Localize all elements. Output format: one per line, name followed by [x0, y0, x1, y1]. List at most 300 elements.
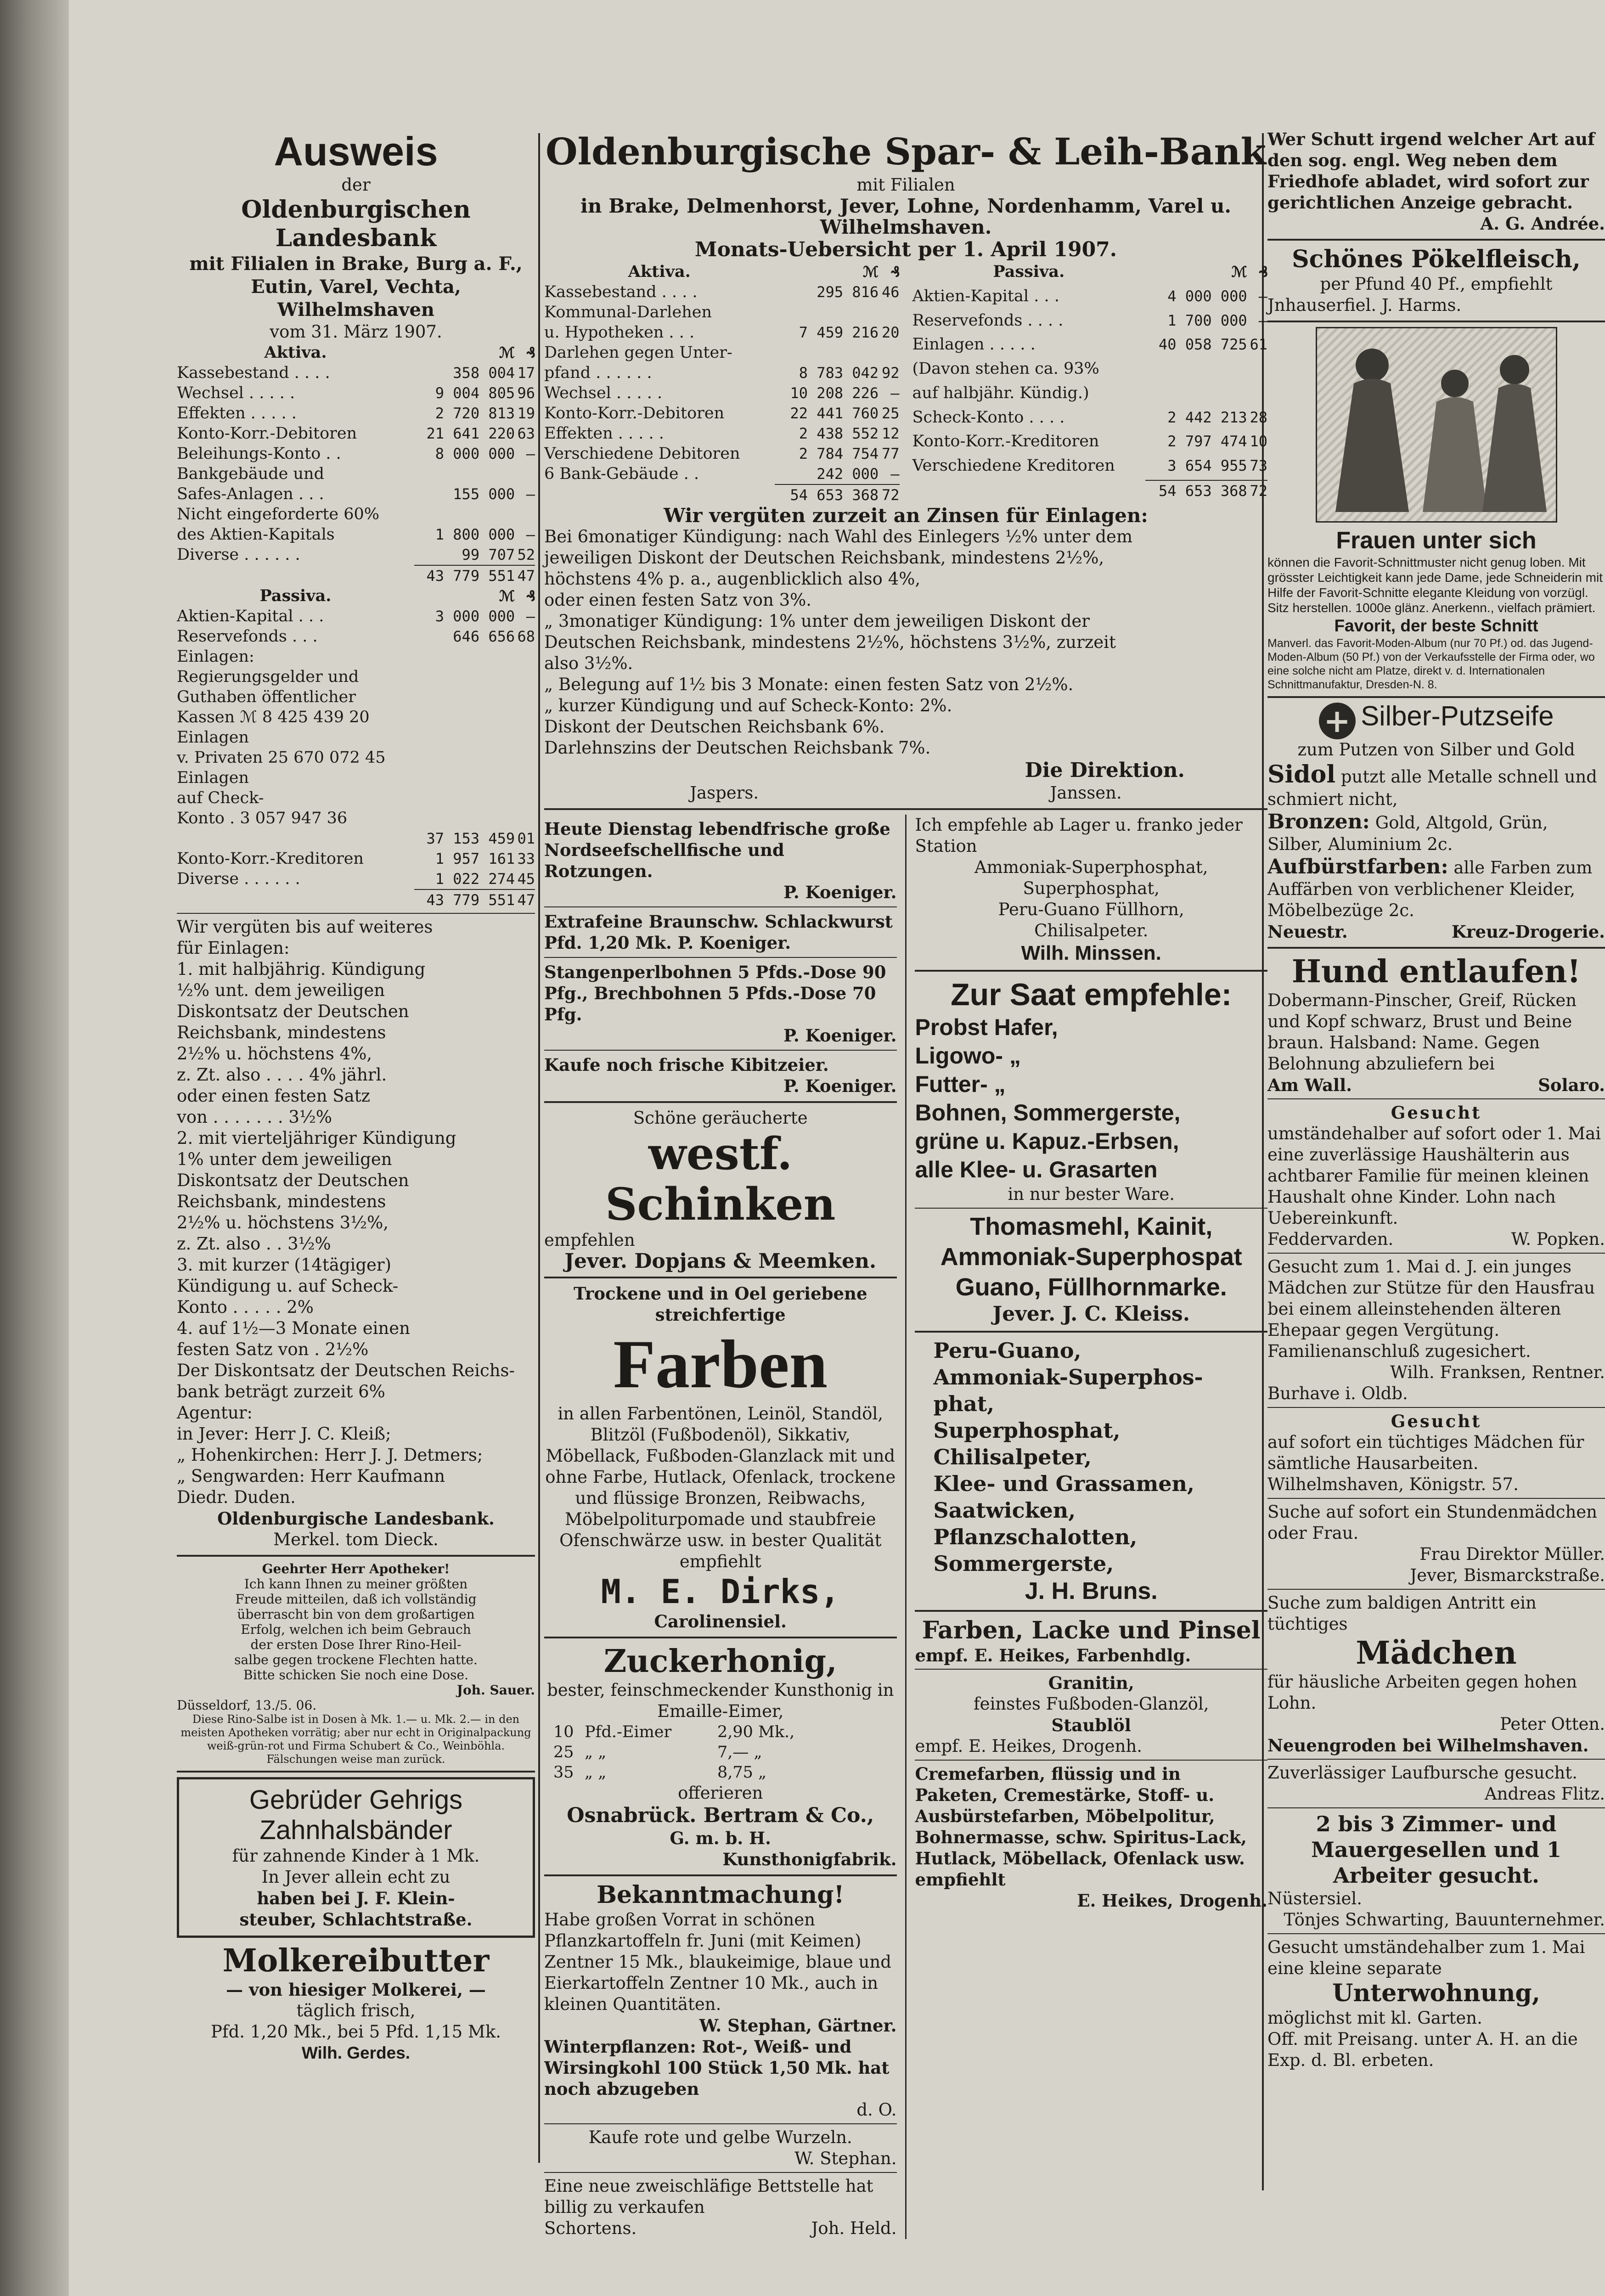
- saat-quality: in nur bester Ware.: [1008, 1184, 1175, 1204]
- hund-sign-row: [1267, 1075, 1605, 1096]
- currency-mark: ℳ: [499, 344, 515, 361]
- gesucht-3-text: auf sofort ein tüchtiges Mädchen für sämtliche Hausarbeiten.: [1267, 1432, 1584, 1473]
- column-right: [1267, 129, 1605, 2223]
- currency-pfennig: ₰: [890, 263, 900, 281]
- koeniger-ad-2: [544, 911, 897, 953]
- currency-mark: ℳ: [862, 263, 879, 281]
- landesbank-passiva-label: Einlagen:: [177, 647, 254, 666]
- granitin-title: Granitin,: [1048, 1673, 1134, 1693]
- sparbank-aktiva-mark: 295 816: [817, 283, 879, 301]
- sparbank-monthly-title: Monats-Uebersicht per 1. April 1907.: [694, 238, 1117, 261]
- landesbank-aktiva-table: [177, 343, 535, 910]
- sparbank-aktiva-pfennig: 92: [881, 364, 900, 382]
- kunstduenger-item: Ammoniak-Superphosphat,: [974, 857, 1208, 877]
- sparbank-aktiva-label: Kommunal-Darlehen: [544, 303, 712, 321]
- interest-line: Darlehnszins der Deutschen Reichsbank 7%.: [544, 738, 931, 758]
- agency-line: in Jever: Herr J. C. Kleiß;: [177, 1424, 391, 1444]
- gesucht-1-place: Feddervarden.: [1267, 1229, 1394, 1249]
- hund-sign-2: Solaro.: [1538, 1075, 1605, 1095]
- apotheker-sign: Joh. Sauer.: [456, 1683, 535, 1698]
- silber-title: Silber-Putzseife: [1361, 700, 1554, 732]
- gehrig-line-2: Zahnhalsbänder: [259, 1815, 452, 1845]
- landesbank-passiva-pfennig: 01: [517, 830, 535, 847]
- pokelfleisch-sign: Jnhauserfiel. J. Harms.: [1267, 295, 1462, 315]
- landesbank-passiva-label: Regierungsgelder und: [177, 668, 359, 686]
- koeniger-text-4: Kaufe noch frische Kibitzeier.: [544, 1055, 829, 1075]
- red-cross-icon: +: [1319, 703, 1356, 739]
- sparbank-aktiva-row: [544, 282, 900, 302]
- landesbank-branches: mit Filialen in Brake, Burg a. F., Eutin, Varel, Vechta, Wilhelmshaven: [189, 253, 523, 321]
- sparbank-aktiva-row: [544, 302, 900, 322]
- sparbank-aktiva-label: 6 Bank-Gebäude . .: [544, 465, 699, 483]
- landesbank-passiva-label: v. Privaten 25 670 072 45: [177, 748, 386, 767]
- aktiva-total-pf: 47: [515, 565, 535, 586]
- aufbuerst-label: Aufbürstfarben:: [1267, 855, 1448, 878]
- sparbank-passiva-row: [912, 359, 1268, 383]
- landesbank-aktiva-label: Diverse . . . . . .: [177, 546, 300, 564]
- sparbank-aktiva-label: pfand . . . . . .: [544, 364, 652, 382]
- sparbank-aktiva-pfennig: —: [890, 465, 900, 483]
- bettstelle-sign: Joh. Held.: [811, 2218, 897, 2238]
- interest-line: 2. mit vierteljähriger Kündigung: [177, 1128, 456, 1148]
- landesbank-passiva-label: Reservefonds . . .: [177, 627, 318, 646]
- divider: [1267, 1098, 1605, 1099]
- book-binding-edge: [0, 0, 69, 2296]
- sparbank-passiva-label: Reservefonds . . . .: [912, 311, 1064, 330]
- interest-line: „ 3monatiger Kündigung: 1% unter dem jeweiligen Diskont der: [544, 611, 1090, 631]
- landesbank-aktiva-mark: 21 641 220: [426, 425, 515, 442]
- landesbank-interest-terms: [177, 917, 535, 1402]
- favorit-text: können die Favorit-Schnittmuster nicht genug loben. Mit grösster Leichtigkeit kann jede Dame, jede Schneiderin mit Hilfe der Favorit-Schnitte elegante Kleidung von vorzügl. Sitz herstellen. 1000e glänz. Anerkenn., vielfach prämiert.: [1267, 555, 1603, 615]
- peru-item: Chilisalpeter,: [933, 1445, 1092, 1469]
- koeniger-text-3: Stangenperlbohnen 5 Pfds.-Dose 90 Pfg., Brechbohnen 5 Pfds.-Dose 70 Pfg.: [544, 962, 886, 1024]
- sparbank-passiva-label: Verschiedene Kreditoren: [912, 456, 1115, 475]
- koeniger-ad-4: [544, 1054, 897, 1097]
- landesbank-aktiva-mark: 8 000 000: [435, 445, 515, 462]
- divider: [544, 1101, 897, 1103]
- sidol-row: [1267, 760, 1605, 810]
- interest-line: höchstens 4% p. a., augenblicklich also 4%,: [544, 569, 921, 589]
- landesbank-passiva-row: [177, 667, 535, 687]
- sparbank-branches: in Brake, Delmenhorst, Jever, Lohne, Nordenhamm, Varel u. Wilhelmshaven.: [580, 195, 1231, 238]
- wurzeln-sign: W. Stephan.: [794, 2149, 897, 2168]
- saat-item: Probst Hafer,: [915, 1014, 1058, 1040]
- sparbank-aktiva-mark: 10 208 226: [790, 384, 879, 402]
- cremefarben-text: Cremefarben, flüssig und in Paketen, Cremestärke, Stoff- u. Ausbürstefarben, Möbelpolitur, Bohnermasse, schw. Spiritus-Lack, Hutlack, Möbellack, Ofenlack usw. empfiehlt: [915, 1764, 1247, 1890]
- sparbank-aktiva-mark: 22 441 760: [790, 405, 879, 422]
- sparbank-passiva-label: Konto-Korr.-Kreditoren: [912, 432, 1099, 451]
- landesbank-passiva-mark: 1 022 274: [435, 870, 515, 888]
- landesbank-passiva-pfennig: 68: [517, 628, 535, 645]
- landesbank-passiva-pfennig: [515, 707, 535, 727]
- landesbank-aktiva-pfennig: [515, 464, 535, 484]
- landesbank-passiva-mark: 646 656: [453, 628, 515, 645]
- apotheker-title: Geehrter Herr Apotheker!: [262, 1561, 450, 1576]
- interest-line: z. Zt. also . . 3½%: [177, 1234, 331, 1254]
- sparbank-passiva-row: [912, 334, 1268, 359]
- gesucht-2-text: Gesucht zum 1. Mai d. J. ein junges Mädchen zur Stütze für den Hausfrau bei einem alleinstehenden älteren Ehepaar gegen Vergütung. Familienanschluß zugesichert.: [1267, 1257, 1595, 1361]
- landesbank-passiva-row: [177, 828, 535, 849]
- staubol-text: Staublöl: [1051, 1715, 1131, 1735]
- zuckerhonig-price-row: [553, 1742, 835, 1762]
- middle-subcolumn-right: [915, 815, 1267, 2239]
- interest-line: 2½% u. höchstens 4%,: [177, 1044, 372, 1064]
- landesbank-passiva-row: [177, 768, 535, 788]
- fashion-illustration: [1316, 327, 1557, 523]
- interest-line: Bei 6monatiger Kündigung: nach Wahl des Einlegers ½% unter dem: [544, 527, 1133, 546]
- schutt-sign: A. G. Andrée.: [1480, 214, 1605, 234]
- bekanntmachung-text: Habe großen Vorrat in schönen Pflanzkartoffeln fr. Juni (mit Keimen) Zentner 15 Mk., blaukeimige, blaue und Eierkartoffeln Zentner 10 Mk., auch in kleinen Quantitäten.: [544, 1910, 891, 2014]
- currency-pfennig: ₰: [1258, 263, 1267, 281]
- interest-line: für Einlagen:: [177, 938, 290, 958]
- interest-line: also 3½%.: [544, 653, 633, 673]
- divider: [1267, 321, 1605, 322]
- unterwohnung-contact: Off. mit Preisang. unter A. H. an die Exp. d. Bl. erbeten.: [1267, 2029, 1578, 2070]
- sparbank-passiva-mark: 1 700 000: [1167, 311, 1247, 329]
- molkerei-sub: — von hiesiger Molkerei, —: [226, 1980, 486, 2000]
- landesbank-passiva-pfennig: [515, 647, 535, 667]
- landesbank-aktiva-pfennig: —: [526, 445, 535, 462]
- kunstduenger-item: Chilisalpeter.: [1034, 921, 1149, 940]
- stunden-text: Suche auf sofort ein Stundenmädchen oder Frau.: [1267, 1502, 1597, 1543]
- subcolumn-rule: [905, 815, 907, 2239]
- zuckerhonig-prices: [553, 1722, 835, 1783]
- kunstduenger-item: Peru-Guano Füllhorn,: [998, 900, 1184, 919]
- landesbank-aktiva-pfennig: [515, 504, 535, 524]
- landesbank-passiva-row: [177, 626, 535, 647]
- ausweis-title: Ausweis: [274, 129, 438, 174]
- interest-line: Kündigung u. auf Scheck-: [177, 1276, 399, 1296]
- divider: [177, 1771, 535, 1773]
- aktiva-total-mark: 43 779 551: [414, 565, 515, 586]
- landesbank-aktiva-row: [177, 403, 535, 423]
- landesbank-passiva-row: [177, 687, 535, 707]
- landesbank-passiva-label: Einlagen: [177, 769, 249, 787]
- divider: [1267, 1807, 1605, 1808]
- divider: [177, 1555, 535, 1557]
- unterwohnung-pre: Gesucht umständehalber zum 1. Mai eine kleine separate: [1267, 1937, 1585, 1978]
- landesbank-passiva-pfennig: [515, 808, 535, 828]
- sparbank-passiva-mark: 3 654 955: [1167, 457, 1247, 474]
- koeniger-text-1: Heute Dienstag lebendfrische große Nordseefschellfische und Rotzungen.: [544, 819, 890, 881]
- sparbank-signatures: [544, 782, 1267, 804]
- zimmer-sign: Tönjes Schwarting, Bauunternehmer.: [1284, 1910, 1605, 1930]
- gesucht-1-sign-row: [1267, 1229, 1605, 1250]
- suche-text: Suche zum baldigen Antritt ein tüchtiges: [1267, 1593, 1537, 1634]
- molkerei-title: Molkereibutter: [222, 1942, 490, 1979]
- divider: [915, 1610, 1267, 1612]
- interest-line: Diskontsatz der Deutschen: [177, 1002, 409, 1021]
- sparbank-aktiva-row: [544, 403, 900, 423]
- landesbank-aktiva-pfennig: 52: [517, 546, 535, 563]
- divider: [1267, 1589, 1605, 1590]
- sparbank-aktiva-mark: 2 438 552: [799, 425, 879, 442]
- landesbank-passiva-label: Einlagen: [177, 728, 249, 747]
- interest-line: „ Belegung auf 1½ bis 3 Monate: einen festen Satz von 2½%.: [544, 675, 1074, 694]
- zuckerhonig-u: „ „: [585, 1763, 607, 1782]
- peru-item: Ammoniak-Superphos-: [933, 1365, 1203, 1390]
- landesbank-aktiva-label: Bankgebäude und: [177, 465, 324, 483]
- hund-sign-1: Am Wall.: [1267, 1075, 1352, 1095]
- sparbank-passiva-row: [912, 286, 1268, 310]
- sparbank-passiva-mark: 2 442 213: [1167, 408, 1247, 426]
- interest-line: Der Diskontsatz der Deutschen Reichs-: [177, 1361, 515, 1380]
- apotheker-line: Erfolg, welchen ich beim Gebrauch: [241, 1622, 471, 1637]
- passiva-heading: Passiva.: [259, 586, 332, 605]
- sparbank-passiva-pfennig: 28: [1250, 408, 1267, 426]
- zuckerhonig-q: 35: [553, 1763, 574, 1782]
- aufbuerst-row: [1267, 855, 1605, 921]
- favorit-order-text: Manverl. das Favorit-Moden-Album (nur 70 Pf.) od. das Jugend-Moden-Album (50 Pf.) von der Verkaufsstelle der Firma oder, wo eine solche nicht am Platze, direkt v. d. Internationalen Schnittmanufaktur, Dresden-N. 8.: [1267, 637, 1595, 691]
- apotheker-letter: [177, 1576, 535, 1683]
- saat-item: alle Klee- u. Grasarten: [915, 1157, 1158, 1182]
- granitin-text: feinstes Fußboden-Glanzöl,: [973, 1694, 1209, 1714]
- gesucht-1-head: Gesucht: [1391, 1103, 1482, 1123]
- zuckerhonig-price-row: [553, 1722, 835, 1742]
- sparbank-aktiva-label: Kassebestand . . . .: [544, 283, 698, 301]
- landesbank-aktiva-mark: [414, 504, 515, 524]
- granitin-sign: empf. E. Heikes, Drogenh.: [915, 1736, 1143, 1756]
- schinken-empfehlen: empfehlen: [544, 1230, 635, 1250]
- interest-line: 2½% u. höchstens 3½%,: [177, 1213, 389, 1232]
- interest-line: festen Satz von . 2½%: [177, 1339, 369, 1359]
- interest-line: ½% unt. dem jeweiligen: [177, 980, 385, 1000]
- zuckerhonig-gmbh: G. m. b. H.: [670, 1828, 771, 1848]
- sparbank-aktiva-mark: 8 783 042: [799, 364, 879, 382]
- apotheker-line: Freude mitteilen, daß ich vollständig: [235, 1592, 477, 1607]
- divider: [177, 913, 535, 914]
- landesbank-aktiva-row: [177, 363, 535, 383]
- favorit-title: Frauen unter sich: [1336, 527, 1537, 554]
- divider: [915, 1331, 1267, 1333]
- zimmer-place: Nüstersiel.: [1267, 1889, 1362, 1908]
- kleiss-sign: Jever. J. C. Kleiss.: [992, 1302, 1190, 1326]
- gesucht-2-sign: Wilh. Franksen, Rentner.: [1390, 1362, 1605, 1382]
- landesbank-passiva-mark: [414, 748, 515, 768]
- landesbank-passiva-mark: 37 153 459: [426, 830, 515, 847]
- molkerei-line-2: Pfd. 1,20 Mk., bei 5 Pfd. 1,15 Mk.: [210, 2022, 501, 2042]
- laufbursche-sign: Andreas Flitz.: [1484, 1784, 1605, 1804]
- interest-line: jeweiligen Diskont der Deutschen Reichsbank, mindestens 2½%,: [544, 548, 1104, 568]
- interest-line: z. Zt. also . . . . 4% jährl.: [177, 1065, 387, 1085]
- lacke-sign: empf. E. Heikes, Farbenhdlg.: [915, 1645, 1191, 1666]
- landesbank-passiva-row: [177, 849, 535, 869]
- bruns-sign: J. H. Bruns.: [1025, 1578, 1158, 1604]
- apotheker-line: der ersten Dose Ihrer Rino-Heil-: [250, 1637, 462, 1652]
- landesbank-passiva-row: [177, 748, 535, 768]
- landesbank-passiva-row: [177, 606, 535, 626]
- peru-items: [915, 1337, 1267, 1577]
- unterwohnung-text: möglichst mit kl. Garten.: [1267, 2008, 1482, 2028]
- landesbank-signature: Oldenburgische Landesbank.: [217, 1508, 495, 1529]
- sparbank-aktiva-row: [544, 464, 900, 484]
- sparbank-passiva-row: [912, 431, 1268, 456]
- landesbank-passiva-mark: [414, 808, 515, 828]
- landesbank-passiva-label: Aktien-Kapital . . .: [177, 607, 324, 625]
- schinken-pre: Schöne geräucherte: [633, 1108, 808, 1128]
- kunstduenger-items: [915, 857, 1267, 941]
- landesbank-aktiva-label: Beleihungs-Konto . .: [177, 445, 341, 463]
- gehrig-line-3: für zahnende Kinder à 1 Mk.: [232, 1846, 480, 1866]
- agency-line: Agentur:: [177, 1403, 253, 1423]
- landesbank-aktiva-label: des Aktien-Kapitals: [177, 525, 335, 544]
- pokelfleisch-price: per Pfund 40 Pf., empfiehlt: [1320, 274, 1553, 294]
- gehrig-line-1: Gebrüder Gehrigs: [249, 1785, 463, 1815]
- thomasmehl-text: Thomasmehl, Kainit, Ammoniak-Superphospat Guano, Füllhornmarke.: [940, 1213, 1242, 1301]
- zuckerhonig-text: bester, feinschmeckender Kunsthonig in Emaille-Eimer,: [547, 1680, 894, 1721]
- landesbank-passiva-row: [177, 647, 535, 667]
- landesbank-aktiva-pfennig: 17: [517, 364, 535, 382]
- interest-line: oder einen festen Satz: [177, 1086, 371, 1106]
- landesbank-passiva-label: auf Check-: [177, 789, 264, 807]
- sparbank-passiva-row: [912, 310, 1268, 335]
- interest-line: Reichsbank, mindestens: [177, 1023, 386, 1042]
- landesbank-aktiva-row: [177, 484, 535, 504]
- zuckerhonig-sign: Osnabrück. Bertram & Co.,: [567, 1804, 874, 1827]
- landesbank-aktiva-label: Effekten . . . . .: [177, 404, 297, 422]
- sparbank-aktiva-mark: [775, 302, 879, 322]
- schinken-title: westf. Schinken: [605, 1128, 836, 1230]
- zuckerhonig-u: „ „: [585, 1743, 607, 1761]
- winterpflanzen-sign: d. O.: [856, 2100, 897, 2120]
- gesucht-1-text: umständehalber auf sofort oder 1. Mai eine zuverlässige Haushälterin aus achtbarer Familie für meinen kleinen Haushalt ohne Kinder. Lohn nach Uebereinkunft.: [1267, 1124, 1601, 1228]
- currency-mark: ℳ: [499, 587, 515, 605]
- divider: [544, 2172, 897, 2173]
- interest-line: 1% unter dem jeweiligen: [177, 1149, 392, 1169]
- aktiva-heading: Aktiva.: [264, 343, 327, 362]
- divider: [1267, 947, 1605, 949]
- sparbank-passiva-label: auf halbjähr. Kündig.): [912, 383, 1089, 402]
- zimmer-text: 2 bis 3 Zimmer- und Mauergesellen und 1 Arbeiter gesucht.: [1311, 1812, 1561, 1888]
- sparbank-aktiva-pfennig: 20: [881, 324, 900, 341]
- sparbank-interest-heading: Wir vergüten zurzeit an Zinsen für Einlagen:: [664, 504, 1148, 527]
- minssen-sign: Wilh. Minssen.: [1021, 942, 1161, 964]
- landesbank-passiva-row: [177, 727, 535, 748]
- interest-line: von . . . . . . . 3½%: [177, 1107, 332, 1127]
- sparbank-aktiva-mark: 7 459 216: [799, 324, 879, 341]
- sparbank-aktiva-pfennig: —: [890, 384, 900, 402]
- landesbank-passiva-mark: [414, 707, 515, 727]
- landesbank-aktiva-row: [177, 545, 535, 565]
- sparbank-aktiva-pfennig: 12: [881, 425, 900, 442]
- landesbank-aktiva-mark: 99 707: [462, 546, 515, 563]
- sparbank-aktiva-mark: 2 784 754: [799, 445, 879, 462]
- landesbank-aktiva-label: Safes-Anlagen . . .: [177, 485, 324, 503]
- passiva-total-mark: 54 653 368: [1145, 480, 1247, 505]
- sparbank-title: Oldenburgische Spar- & Leih-Bank: [545, 130, 1267, 173]
- winterpflanzen-text: Winterpflanzen: Rot-, Weiß- und Wirsingkohl 100 Stück 1,50 Mk. hat noch abzugeben: [544, 2037, 890, 2099]
- unterwohnung-title: Unterwohnung,: [1332, 1979, 1540, 2007]
- landesbank-aktiva-label: Kassebestand . . . .: [177, 364, 330, 382]
- sparbank-passiva-mark: 4 000 000: [1167, 287, 1247, 305]
- landesbank-aktiva-mark: [414, 464, 515, 484]
- sparbank-aktiva-table: [544, 262, 900, 505]
- zuckerhonig-offer: offerieren: [678, 1783, 763, 1803]
- divider: [544, 1874, 897, 1876]
- agency-line: Diedr. Duden.: [177, 1487, 296, 1507]
- koeniger-ad-1: [544, 818, 897, 903]
- zuckerhonig-q: 10: [553, 1723, 574, 1741]
- landesbank-passiva-label: Konto-Korr.-Kreditoren: [177, 850, 364, 868]
- schutt-text: Wer Schutt irgend welcher Art auf den sog. engl. Weg neben dem Friedhofe abladet, wird sofort zur gerichtlichen Anzeige gebracht.: [1267, 129, 1595, 213]
- sparbank-passiva-label: Einlagen . . . . .: [912, 335, 1036, 354]
- landesbank-aktiva-label: Wechsel . . . . .: [177, 384, 295, 402]
- bronzen-text: Gold, Altgold, Grün, Silber, Aluminium 2c.: [1267, 813, 1548, 854]
- sparbank-aktiva-row: [544, 423, 900, 444]
- sparbank-aktiva-row: [544, 343, 900, 363]
- silber-header: [1267, 700, 1605, 740]
- peru-item: Sommergerste,: [933, 1551, 1114, 1576]
- gehrig-line-5: haben bei J. F. Klein-: [257, 1888, 455, 1908]
- schinken-sign: Jever. Dopjans & Meemken.: [564, 1249, 877, 1273]
- landesbank-aktiva-mark: 1 800 000: [435, 526, 515, 543]
- passiva-total-pf: 47: [515, 889, 535, 910]
- divider: [544, 957, 897, 958]
- currency-mark: ℳ: [1231, 263, 1247, 281]
- silber-sign-row: [1267, 921, 1605, 942]
- sparbank-aktiva-label: Konto-Korr.-Debitoren: [544, 404, 725, 422]
- landesbank-aktiva-pfennig: 63: [517, 425, 535, 442]
- divider: [544, 906, 897, 907]
- lower-ads-area: [544, 815, 1267, 2239]
- sparbank-passiva-row: [912, 407, 1268, 432]
- divider: [915, 970, 1267, 972]
- aktiva-total-mark: 54 653 368: [775, 484, 879, 505]
- divider: [915, 1669, 1267, 1670]
- interest-line: 3. mit kurzer (14tägiger): [177, 1255, 392, 1275]
- landesbank-passiva-mark: [414, 687, 515, 707]
- bettstelle-sign-row: [544, 2218, 897, 2239]
- koeniger-sign: P. Koeniger.: [783, 1076, 897, 1096]
- landesbank-passiva-pfennig: [515, 727, 535, 748]
- passiva-heading: Passiva.: [993, 262, 1065, 281]
- sparbank-passiva-table: [912, 262, 1268, 505]
- landesbank-aktiva-mark: 9 004 805: [435, 384, 515, 402]
- peru-item: Saatwicken,: [933, 1498, 1076, 1523]
- currency-pfennig: ₰: [526, 344, 535, 361]
- dirks-sign: M. E. Dirks,: [601, 1572, 840, 1611]
- gesucht-2-place: Burhave i. Oldb.: [1267, 1384, 1408, 1403]
- kunstduenger-intro: Ich empfehle ab Lager u. franko jeder Station: [915, 815, 1243, 856]
- divider: [544, 1637, 897, 1638]
- passiva-total-mark: 43 779 551: [414, 889, 515, 910]
- peru-item: Pflanzschalotten,: [933, 1525, 1138, 1549]
- sparbank-passiva-mark: [1145, 359, 1247, 383]
- lacke-title: Farben, Lacke und Pinsel: [922, 1616, 1261, 1644]
- interest-line: 4. auf 1½—3 Monate einen: [177, 1318, 410, 1338]
- landesbank-passiva-row: [177, 808, 535, 828]
- landesbank-passiva-pfennig: [515, 687, 535, 707]
- interest-line: Diskontsatz der Deutschen: [177, 1171, 409, 1190]
- koeniger-ad-3: [544, 962, 897, 1046]
- molkerei-sign: Wilh. Gerdes.: [301, 2043, 411, 2062]
- apotheker-line: Ich kann Ihnen zu meiner größten: [244, 1576, 468, 1592]
- landesbank-aktiva-pfennig: 96: [517, 384, 535, 402]
- sparbank-passiva-row: [912, 383, 1268, 407]
- landesbank-passiva-mark: [414, 788, 515, 808]
- farben-text: in allen Farbentönen, Leinöl, Standöl, Blitzöl (Fußbodenöl), Sikkativ, Möbellack, Fußboden-Glanzlack mit und ohne Farbe, Hutlack, Ofenlack, trockene und flüssige Bronzen, Reibwachs, Möbelpoliturpomade und staubfreie Ofenschwärze usw. in bester Qualität empfiehlt: [545, 1404, 896, 1571]
- sparbank-aktiva-pfennig: [879, 343, 899, 363]
- aktiva-total-pf: 72: [879, 484, 899, 505]
- landesbank-aktiva-row: [177, 423, 535, 444]
- interest-line: Wir vergüten bis auf weiteres: [177, 917, 433, 937]
- middle-subcolumn-left: [544, 815, 897, 2239]
- saat-title: Zur Saat empfehle:: [951, 977, 1232, 1012]
- saat-item: Bohnen, Sommergerste,: [915, 1100, 1181, 1125]
- sparbank-aktiva-mark: [775, 343, 879, 363]
- aufbuerst-text: alle Farben zum Auffärben von verblichener Kleider, Möbelbezüge 2c.: [1267, 858, 1593, 920]
- column-left: [177, 129, 535, 2223]
